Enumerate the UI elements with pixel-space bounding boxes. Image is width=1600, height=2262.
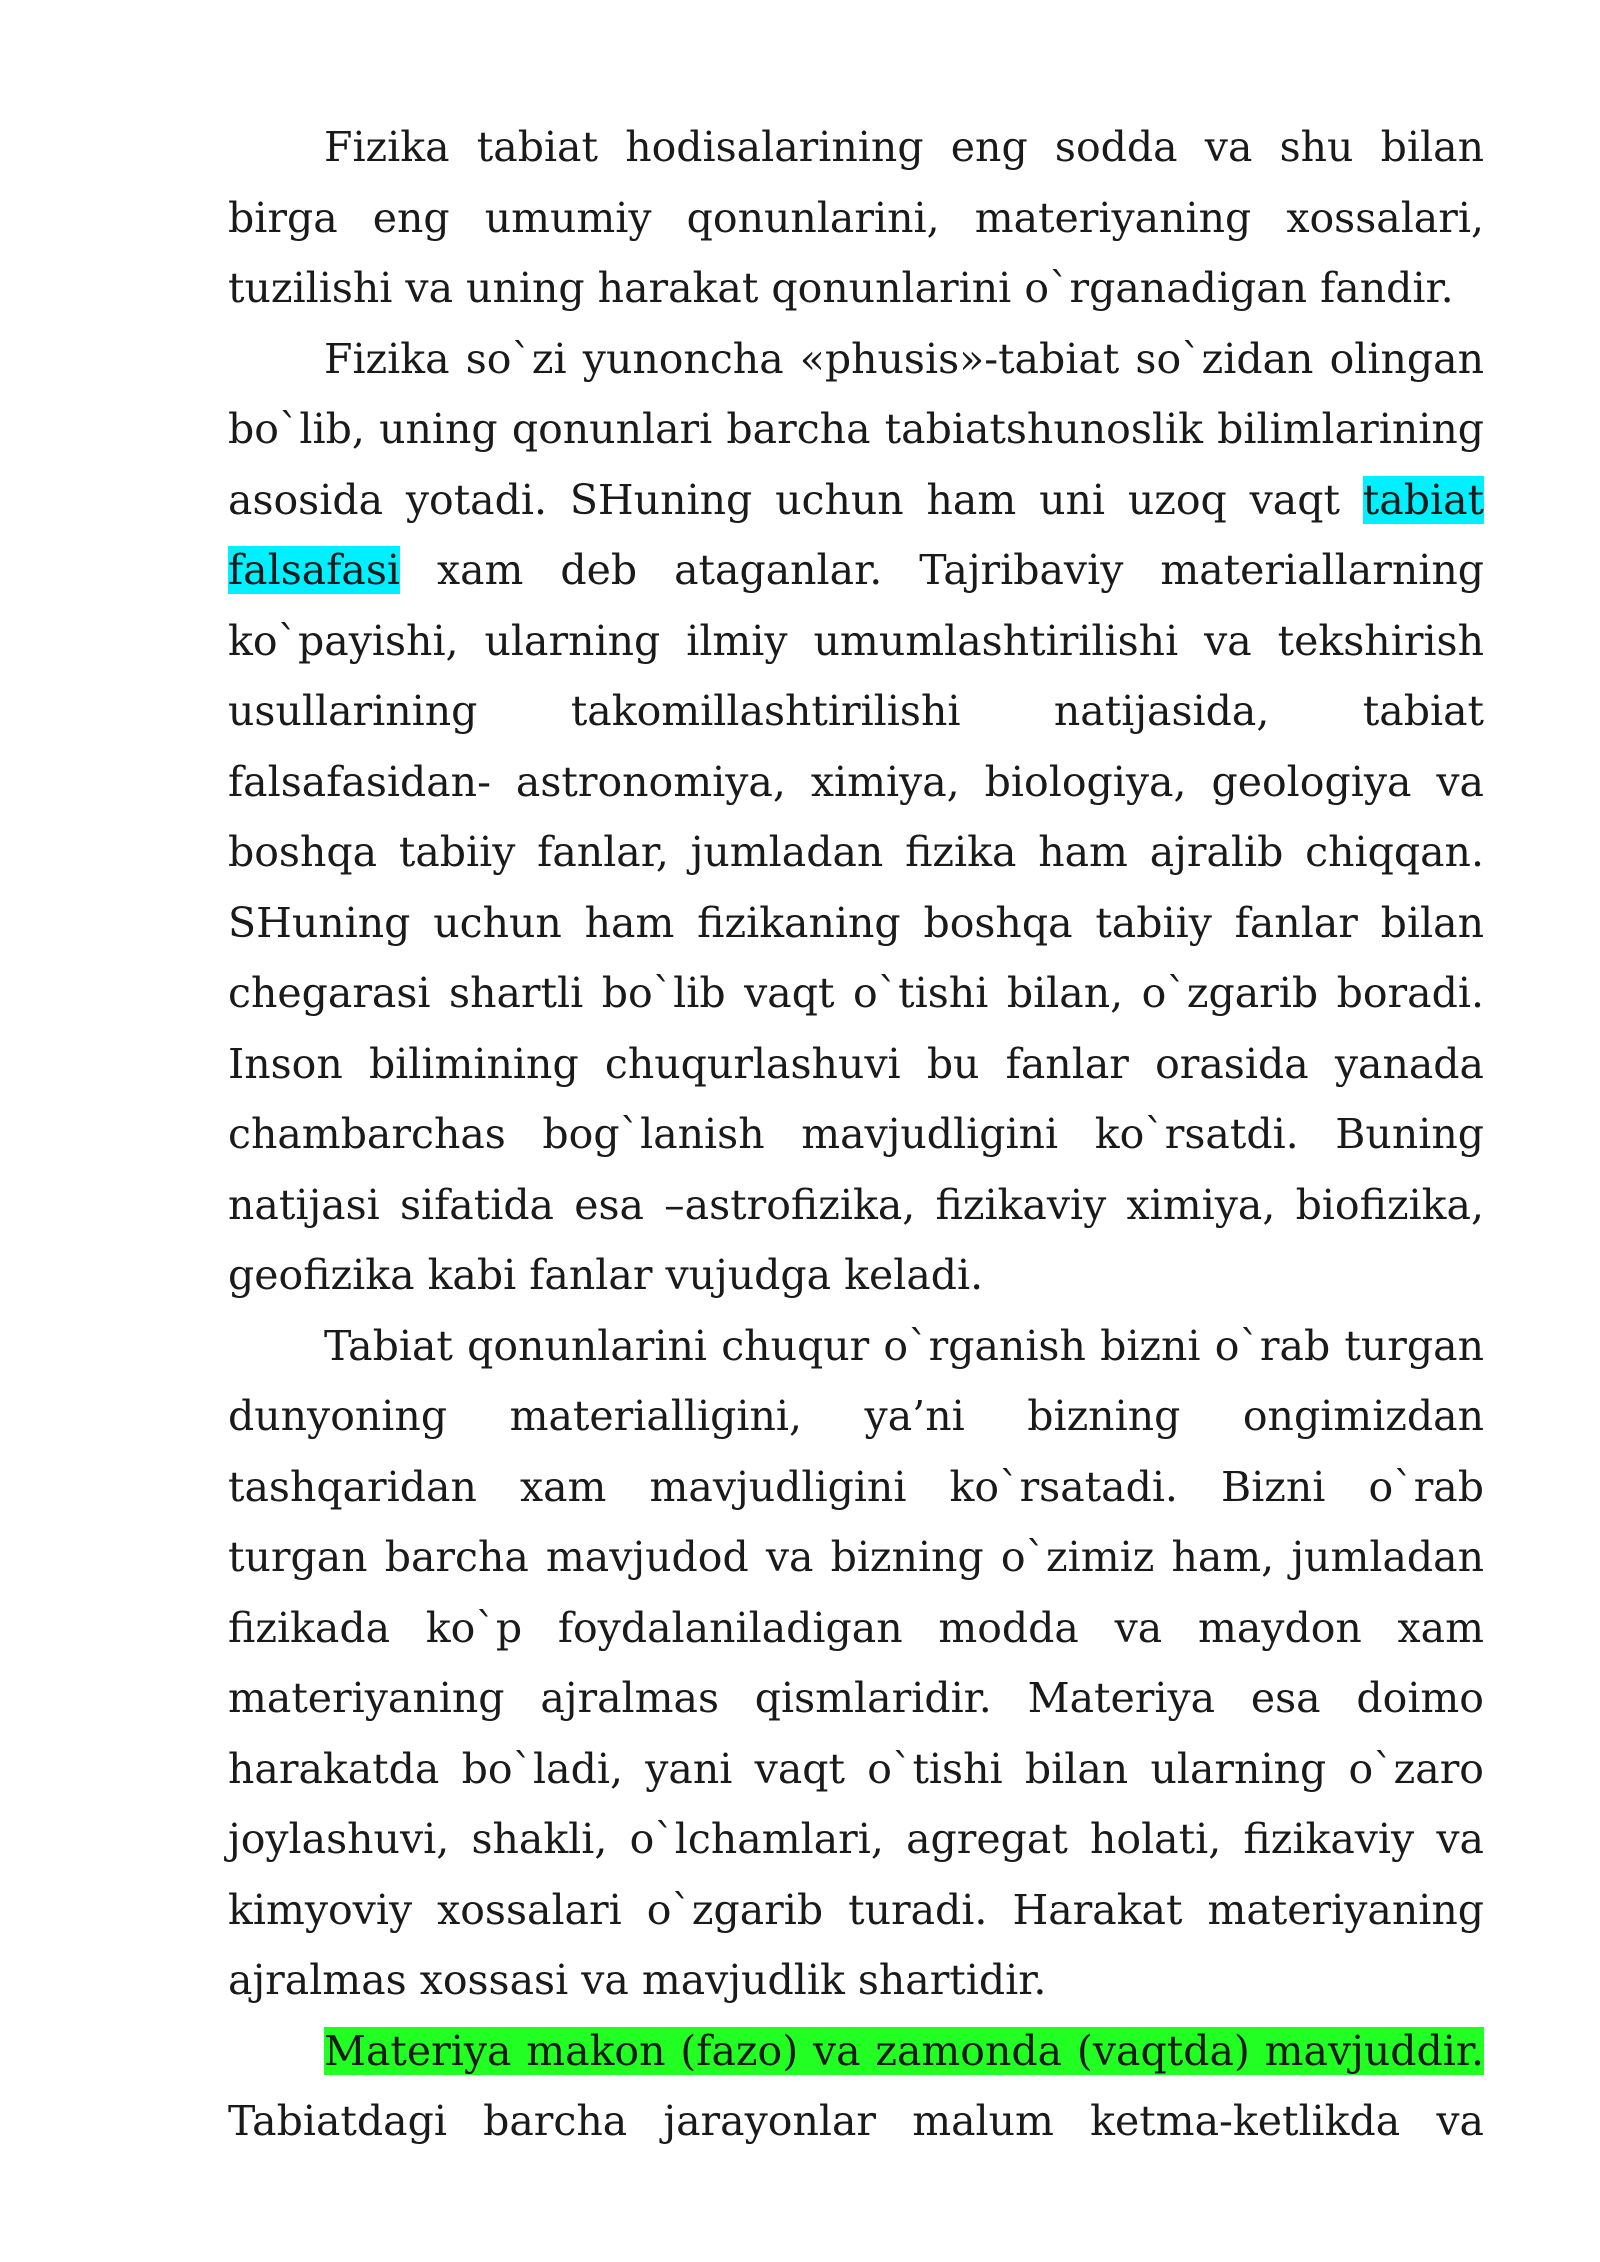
paragraph-4	[228, 2016, 1484, 2157]
paragraph-1-text: Fizika tabiat hodisalarining eng sodda va shu bilan birga eng umumiy qonunlarini, materiyaning xossalari, tuzilishi va uning harakat qonunlarini o`rganadigan fandir.	[228, 123, 1484, 312]
paragraph-2-text-after: xam deb ataganlar. Tajribaviy materiallarning ko`payishi, ularning ilmiy umumlashtirilishi va tekshirish usullarining takomillashtirilishi natijasida, tabiat falsafasidan- astronomiya, ximiya, biologiya, geologiya va boshqa tabiiy fanlar, jumladan fizika ham ajralib chiqqan. SHuning uchun ham fizikaning boshqa tabiiy fanlar bilan chegarasi shartli bo`lib vaqt o`tishi bilan, o`zgarib boradi. Inson bilimining chuqurlashuvi bu fanlar orasida yanada chambarchas bog`lanish mavjudligini ko`rsatdi. Buning natijasi sifatida esa –astrofizika, fizikaviy ximiya, biofizika, geofizika kabi fanlar vujudga keladi.	[228, 546, 1484, 1299]
highlight-tabiat-falsafasi: tabiat falsafasi	[228, 475, 1484, 594]
highlight-materiya-sentence: Materiya makon (fazo) va zamonda (vaqtda) mavjuddir.	[324, 2026, 1484, 2075]
paragraph-4-text-after: Tabiatdagi barcha jarayonlar malum ketma-ketlikda va	[228, 2097, 1484, 2145]
paragraph-2	[228, 324, 1484, 1311]
paragraph-3-text: Tabiat qonunlarini chuqur o`rganish bizni o`rab turgan dunyoning materialligini, ya’ni bizning ongimizdan tashqaridan xam mavjudligini ko`rsatadi. Bizni o`rab turgan barcha mavjudod va bizning o`zimiz ham, jumladan fizikada ko`p foydalaniladigan modda va maydon xam materiyaning ajralmas qismlaridir. Materiya esa doimo harakatda bo`ladi, yani vaqt o`tishi bilan ularning o`zaro joylashuvi, shakli, o`lchamlari, agregat holati, fizikaviy va kimyoviy xossalari o`zgarib turadi. Harakat materiyaning ajralmas xossasi va mavjudlik shartidir.	[228, 1321, 1484, 2004]
paragraph-3	[228, 1311, 1484, 2016]
document-body	[228, 112, 1484, 2157]
paragraph-1	[228, 112, 1484, 324]
paragraph-2-text-before: Fizika so`zi yunoncha «phusis»-tabiat so`zidan olingan bo`lib, uning qonunlari barcha tabiatshunoslik bilimlarining asosida yotadi. SHuning uchun ham uni uzoq vaqt	[228, 334, 1484, 524]
